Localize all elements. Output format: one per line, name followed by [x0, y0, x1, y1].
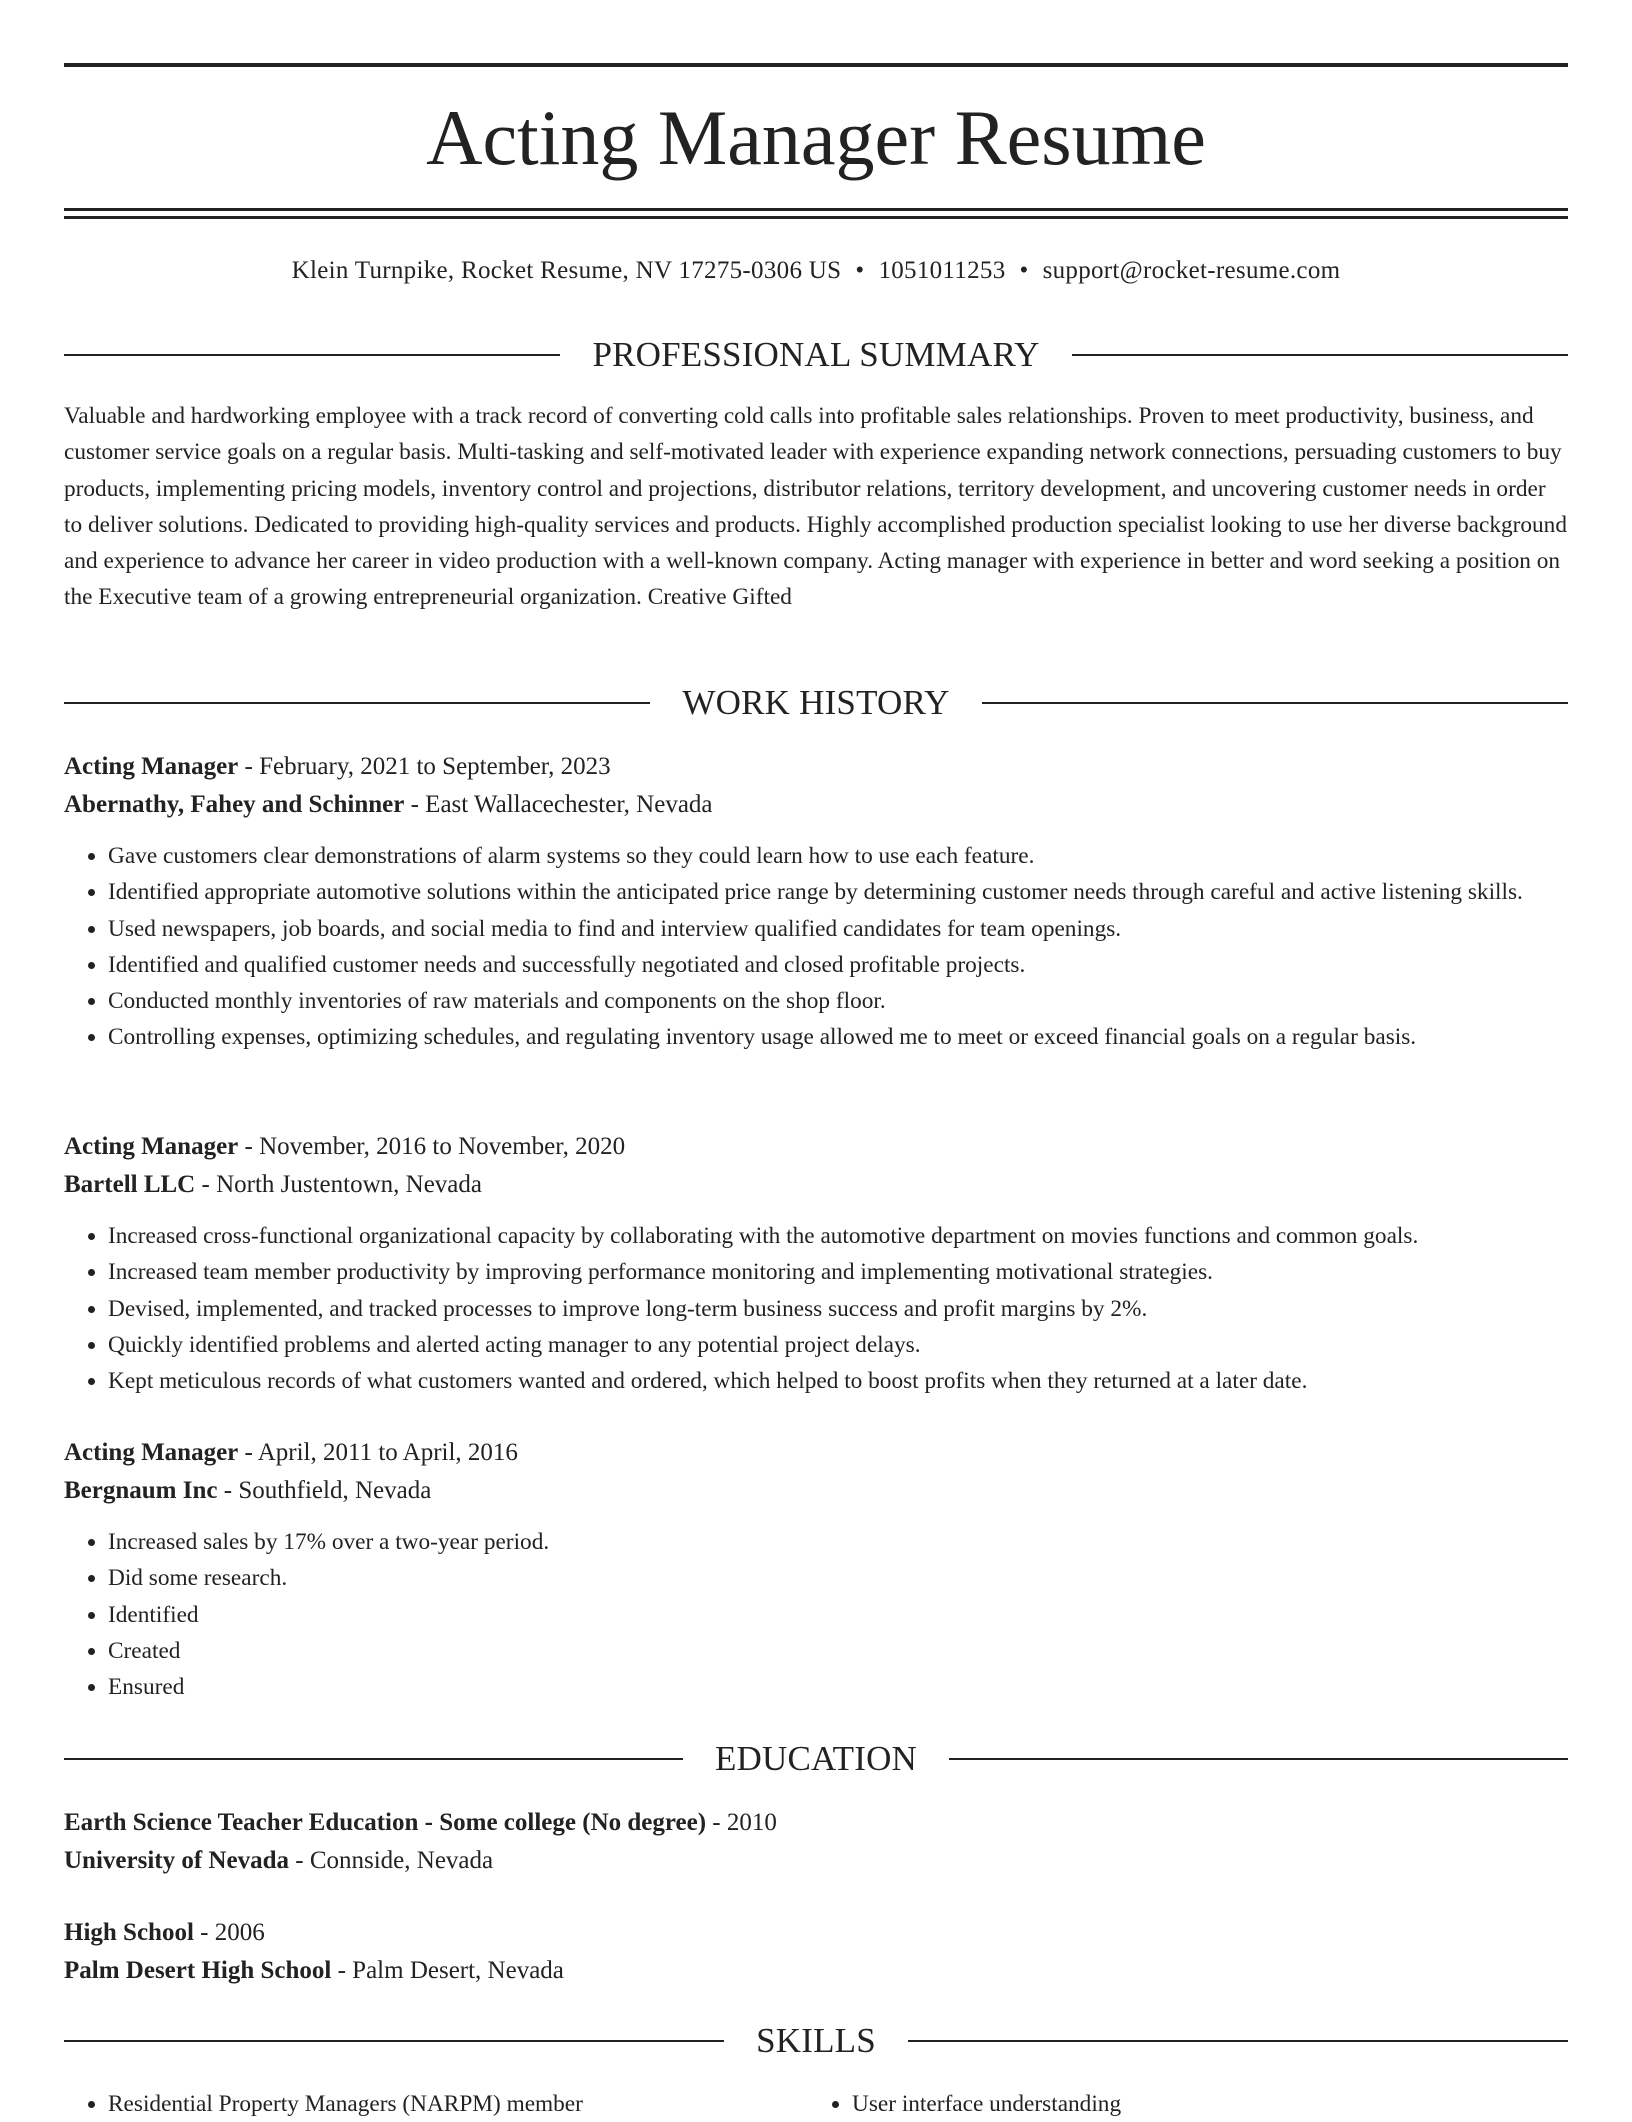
section-heading-work-history — [64, 681, 1568, 725]
education-year: 2010 — [726, 1809, 777, 1836]
job-bullets — [64, 1218, 1568, 1399]
job-location: North Justentown, Nevada — [216, 1171, 482, 1198]
job-company-line: Bergnaum Inc - Southfield, Nevada — [64, 1477, 432, 1504]
job-bullet: • Identified appropriate automotive solutions within the anticipated price range by determining customer needs through careful and active listening skills. — [108, 874, 1568, 910]
job-dates: April, 2011 to April, 2016 — [257, 1439, 518, 1466]
header-top-rule — [64, 63, 1568, 67]
skills-column-right — [808, 2086, 1552, 2122]
education-year: 2006 — [214, 1919, 265, 1946]
job-entry — [64, 1434, 1568, 1705]
job-title: Acting Manager — [64, 1133, 239, 1160]
job-bullets — [64, 838, 1568, 1056]
job-dates: February, 2021 to September, 2023 — [259, 753, 611, 780]
education-entry — [64, 1804, 1568, 1880]
job-dates: November, 2016 to November, 2020 — [259, 1133, 626, 1160]
heading-rule-right — [908, 2040, 1568, 2042]
skills-list — [64, 2086, 1568, 2122]
job-title-line: Acting Manager - February, 2021 to September, 2023 — [64, 753, 611, 780]
skill-item: • User interface understanding — [852, 2086, 1552, 2122]
section-heading-label: SKILLS — [756, 2021, 876, 2060]
job-location: East Wallacechester, Nevada — [425, 791, 713, 818]
job-company: Bergnaum Inc — [64, 1477, 218, 1504]
job-location: Southfield, Nevada — [238, 1477, 432, 1504]
job-bullet: • Conducted monthly inventories of raw materials and components on the shop floor. — [108, 983, 1568, 1019]
job-title-line: Acting Manager - April, 2011 to April, 2016 — [64, 1439, 518, 1466]
job-bullet: • Increased sales by 17% over a two-year period. — [108, 1524, 1568, 1560]
section-heading-skills — [64, 2019, 1568, 2063]
skills-column-left — [64, 2086, 808, 2122]
header-double-rule-upper — [64, 208, 1568, 211]
contact-separator: • — [1019, 257, 1029, 284]
job-title: Acting Manager — [64, 1439, 239, 1466]
heading-rule-right — [949, 1758, 1568, 1760]
heading-rule-left — [64, 1758, 683, 1760]
job-bullet: • Devised, implemented, and tracked processes to improve long-term business success and profit margins by 2%. — [108, 1291, 1568, 1327]
heading-rule-right — [982, 702, 1568, 704]
job-company-line: Abernathy, Fahey and Schinner - East Wallacechester, Nevada — [64, 791, 713, 818]
heading-rule-right — [1072, 354, 1568, 356]
job-bullet: • Controlling expenses, optimizing schedules, and regulating inventory usage allowed me to meet or exceed financial goals on a regular basis. — [108, 1019, 1568, 1055]
job-company: Abernathy, Fahey and Schinner — [64, 791, 405, 818]
section-heading-education — [64, 1737, 1568, 1781]
section-heading-summary — [64, 333, 1568, 377]
resume-title: Acting Manager Resume — [426, 94, 1206, 181]
contact-separator: • — [855, 257, 865, 284]
heading-rule-left — [64, 354, 560, 356]
job-bullet: • Increased team member productivity by improving performance monitoring and implementing motivational strategies. — [108, 1254, 1568, 1290]
job-bullet: • Used newspapers, job boards, and social media to find and interview qualified candidates for team openings. — [108, 911, 1568, 947]
job-title-line: Acting Manager - November, 2016 to November, 2020 — [64, 1133, 626, 1160]
job-bullet: • Ensured — [108, 1669, 1568, 1705]
header-double-rule-lower — [64, 216, 1568, 219]
contact-phone: 1051011253 — [878, 257, 1006, 284]
job-title: Acting Manager — [64, 753, 239, 780]
summary-text: Valuable and hardworking employee with a track record of converting cold calls into profitable sales relationships. Proven to meet productivity, business, and customer service goals on a regular basis. Multi-tasking and self-motivated leader with experience expanding network connections, persuading customers to buy products, implementing pricing models, inventory control and projections, distributor relations, territory development, and uncovering customer needs in order to deliver solutions. Dedicated to providing high-quality services and products. Highly accomplished production specialist looking to use her diverse background and experience to advance her career in video production with a well-known company. Acting manager with experience in better and word seeking a position on the Executive team of a growing entrepreneurial organization. Creative Gifted — [64, 403, 1567, 611]
job-bullet: • Kept meticulous records of what customers wanted and ordered, which helped to boost profits when they returned at a later date. — [108, 1363, 1568, 1399]
section-heading-label: WORK HISTORY — [682, 683, 950, 722]
job-entry — [64, 1128, 1568, 1399]
section-heading-label: EDUCATION — [714, 1739, 918, 1778]
heading-rule-left — [64, 2040, 724, 2042]
contact-line — [64, 253, 1568, 289]
job-bullet: • Did some research. — [108, 1560, 1568, 1596]
job-entry — [64, 748, 1568, 1056]
job-bullets — [64, 1524, 1568, 1705]
skill-item: • Residential Property Managers (NARPM) member — [108, 2086, 808, 2122]
job-company-line: Bartell LLC - North Justentown, Nevada — [64, 1171, 482, 1198]
job-bullet: • Quickly identified problems and alerted acting manager to any potential project delays. — [108, 1327, 1568, 1363]
education-school-line: University of Nevada - Connside, Nevada — [64, 1847, 494, 1874]
heading-rule-left — [64, 702, 650, 704]
education-degree-line: High School - 2006 — [64, 1919, 265, 1946]
job-bullet: • Gave customers clear demonstrations of alarm systems so they could learn how to use each feature. — [108, 838, 1568, 874]
education-location: Connside, Nevada — [309, 1847, 494, 1874]
education-degree-line: Earth Science Teacher Education - Some college (No degree) - 2010 — [64, 1809, 777, 1836]
education-degree: High School — [64, 1919, 194, 1946]
job-bullet: • Created — [108, 1633, 1568, 1669]
education-degree: Earth Science Teacher Education - Some college (No degree) — [64, 1809, 707, 1836]
job-bullet: • Identified and qualified customer needs and successfully negotiated and closed profitable projects. — [108, 947, 1568, 983]
education-school-line: Palm Desert High School - Palm Desert, Nevada — [64, 1957, 564, 1984]
education-school: Palm Desert High School — [64, 1957, 332, 1984]
section-heading-label: PROFESSIONAL SUMMARY — [592, 335, 1040, 374]
contact-address: Klein Turnpike, Rocket Resume, NV 17275-0306 US — [291, 257, 842, 284]
education-entry — [64, 1914, 1568, 1990]
job-bullet: • Increased cross-functional organizational capacity by collaborating with the automotive department on movies functions and common goals. — [108, 1218, 1568, 1254]
job-bullet: • Identified — [108, 1597, 1568, 1633]
education-location: Palm Desert, Nevada — [352, 1957, 564, 1984]
job-company: Bartell LLC — [64, 1171, 196, 1198]
contact-email: support@rocket-resume.com — [1042, 257, 1341, 284]
education-school: University of Nevada — [64, 1847, 289, 1874]
